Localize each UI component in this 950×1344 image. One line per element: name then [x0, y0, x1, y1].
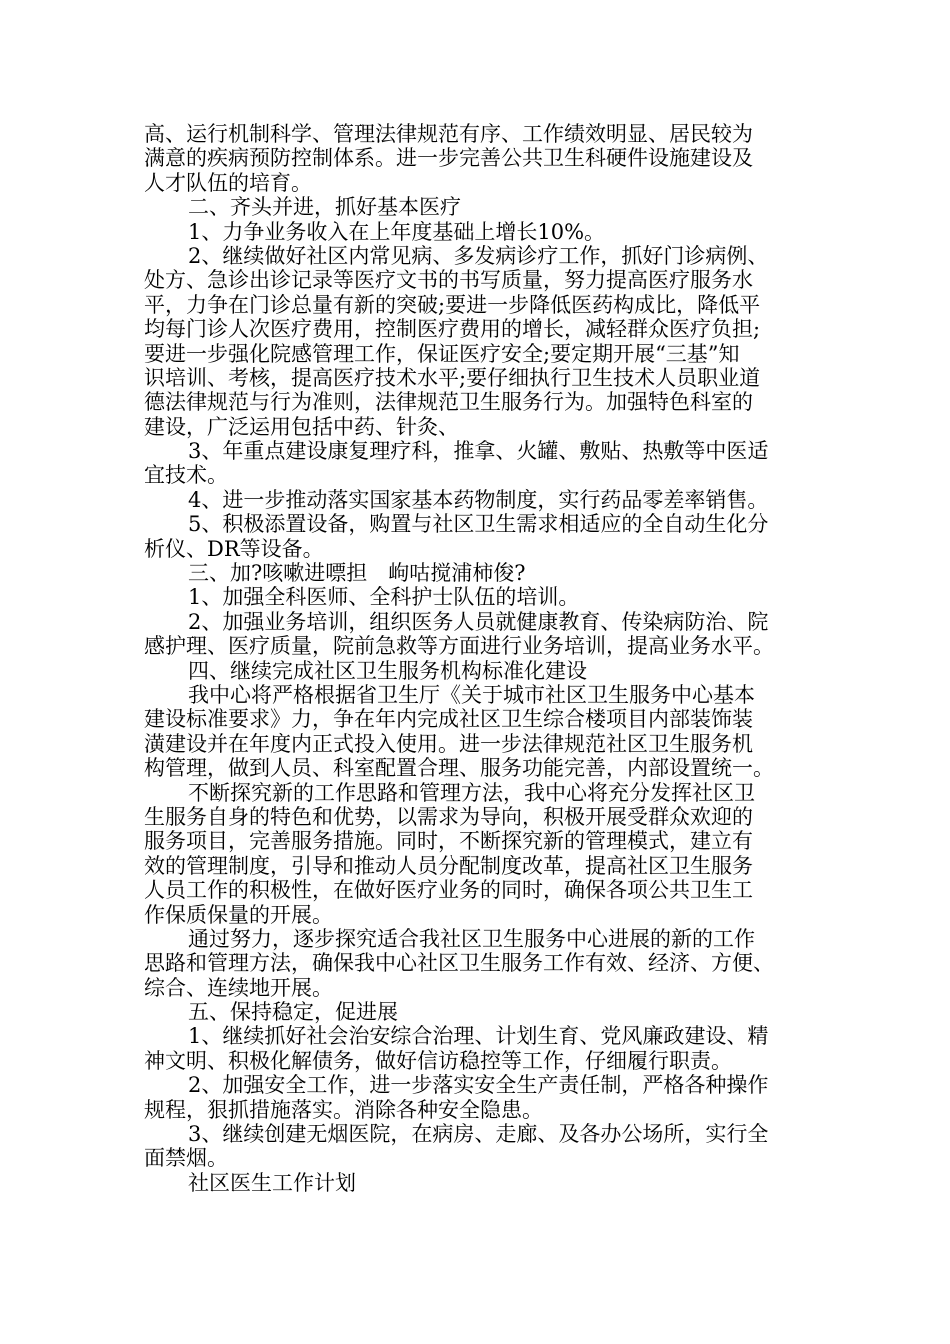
text-line: 1、力争业务收入在上年度基础上增长10%。 — [188, 219, 606, 244]
text-line: 潢建设并在年度内正式投入使用。进一步法律规范社区卫生服务机 — [144, 731, 753, 756]
text-line: 通过努力，逐步探究适合我社区卫生服务中心进展的新的工作 — [188, 926, 755, 951]
text-line: 2、加强安全工作，进一步落实安全生产责任制，严格各种操作 — [188, 1073, 769, 1098]
text-line: 构管理，做到人员、科室配置合理、服务功能完善，内部设置统一。 — [144, 756, 774, 781]
text-line: 作保质保量的开展。 — [144, 902, 333, 927]
text-line: 高、运行机制科学、管理法律规范有序、工作绩效明显、居民较为 — [144, 122, 753, 146]
text-line: 不断探究新的工作思路和管理方法，我中心将充分发挥社区卫 — [188, 780, 755, 805]
text-line: 平，力争在门诊总量有新的突破;要进一步降低医药构成比，降低平 — [144, 292, 761, 317]
text-line: 德法律规范与行为准则，法律规范卫生服务行为。加强特色科室的 — [144, 390, 753, 415]
document-body — [144, 122, 824, 1195]
text-line: 识培训、考核，提高医疗技术水平;要仔细执行卫生技术人员职业道 — [144, 365, 761, 390]
text-line: 2、继续做好社区内常见病、多发病诊疗工作，抓好门诊病例、 — [188, 243, 769, 268]
text-line: 析仪、DR等设备。 — [144, 536, 324, 561]
text-line: 四、继续完成社区卫生服务机构标准化建设 — [188, 658, 587, 683]
text-line: 人员工作的积极性，在做好医疗业务的同时，确保各项公共卫生工 — [144, 878, 753, 903]
text-line: 生服务自身的特色和优势，以需求为导向，积极开展受群众欢迎的 — [144, 804, 753, 829]
text-line: 满意的疾病预防控制体系。进一步完善公共卫生科硬件设施建设及 — [144, 146, 753, 171]
text-line: 面禁烟。 — [144, 1146, 228, 1171]
text-line: 规程，狠抓措施落实。消除各种安全隐患。 — [144, 1097, 543, 1122]
text-line: 5、积极添置设备，购置与社区卫生需求相适应的全自动生化分 — [188, 512, 769, 537]
text-line: 建设标准要求》力，争在年内完成社区卫生综合楼项目内部装饰装 — [144, 707, 753, 732]
text-line: 神文明、积极化解债务，做好信访稳控等工作，仔细履行职责。 — [144, 1048, 732, 1073]
text-line: 二、齐头并进，抓好基本医疗 — [188, 195, 461, 220]
text-line: 服务项目，完善服务措施。同时，不断探究新的管理模式，建立有 — [144, 829, 753, 854]
text-line: 均每门诊人次医疗费用，控制医疗费用的增长，减轻群众医疗负担; — [144, 317, 761, 342]
text-line: 感护理、医疗质量，院前急救等方面进行业务培训，提高业务水平。 — [144, 634, 774, 659]
text-line: 处方、急诊出诊记录等医疗文书的书写质量，努力提高医疗服务水 — [144, 268, 753, 293]
text-line: 效的管理制度，引导和推动人员分配制度改革，提高社区卫生服务 — [144, 853, 753, 878]
text-line: 五、保持稳定，促进展 — [188, 1000, 398, 1025]
text-line: 人才队伍的培育。 — [144, 170, 312, 195]
text-line: 建设，广泛运用包括中药、针灸、 — [144, 414, 459, 439]
text-line: 社区医生工作计划 — [188, 1170, 356, 1195]
text-line: 4、进一步推动落实国家基本药物制度，实行药品零差率销售。 — [188, 487, 769, 512]
text-line: 宜技术。 — [144, 463, 228, 488]
text-line: 思路和管理方法，确保我中心社区卫生服务工作有效、经济、方便、 — [144, 951, 774, 976]
text-line: 3、继续创建无烟医院，在病房、走廊、及各办公场所，实行全 — [188, 1122, 769, 1147]
text-line: 3、年重点建设康复理疗科，推拿、火罐、敷贴、热敷等中医适 — [188, 439, 769, 464]
text-line: 2、加强业务培训，组织医务人员就健康教育、传染病防治、院 — [188, 609, 769, 634]
text-line: 三、加?咳嗽进嘌担 岣咕搅浦柿俊? — [188, 561, 526, 586]
text-line: 1、加强全科医师、全科护士队伍的培训。 — [188, 585, 580, 610]
text-line: 要进一步强化院感管理工作，保证医疗安全;要定期开展“三基”知 — [144, 341, 740, 366]
text-line: 综合、连续地开展。 — [144, 975, 333, 1000]
text-line: 我中心将严格根据省卫生厅《关于城市社区卫生服务中心基本 — [188, 682, 755, 707]
text-line: 1、继续抓好社会治安综合治理、计划生育、党风廉政建设、精 — [188, 1024, 769, 1049]
